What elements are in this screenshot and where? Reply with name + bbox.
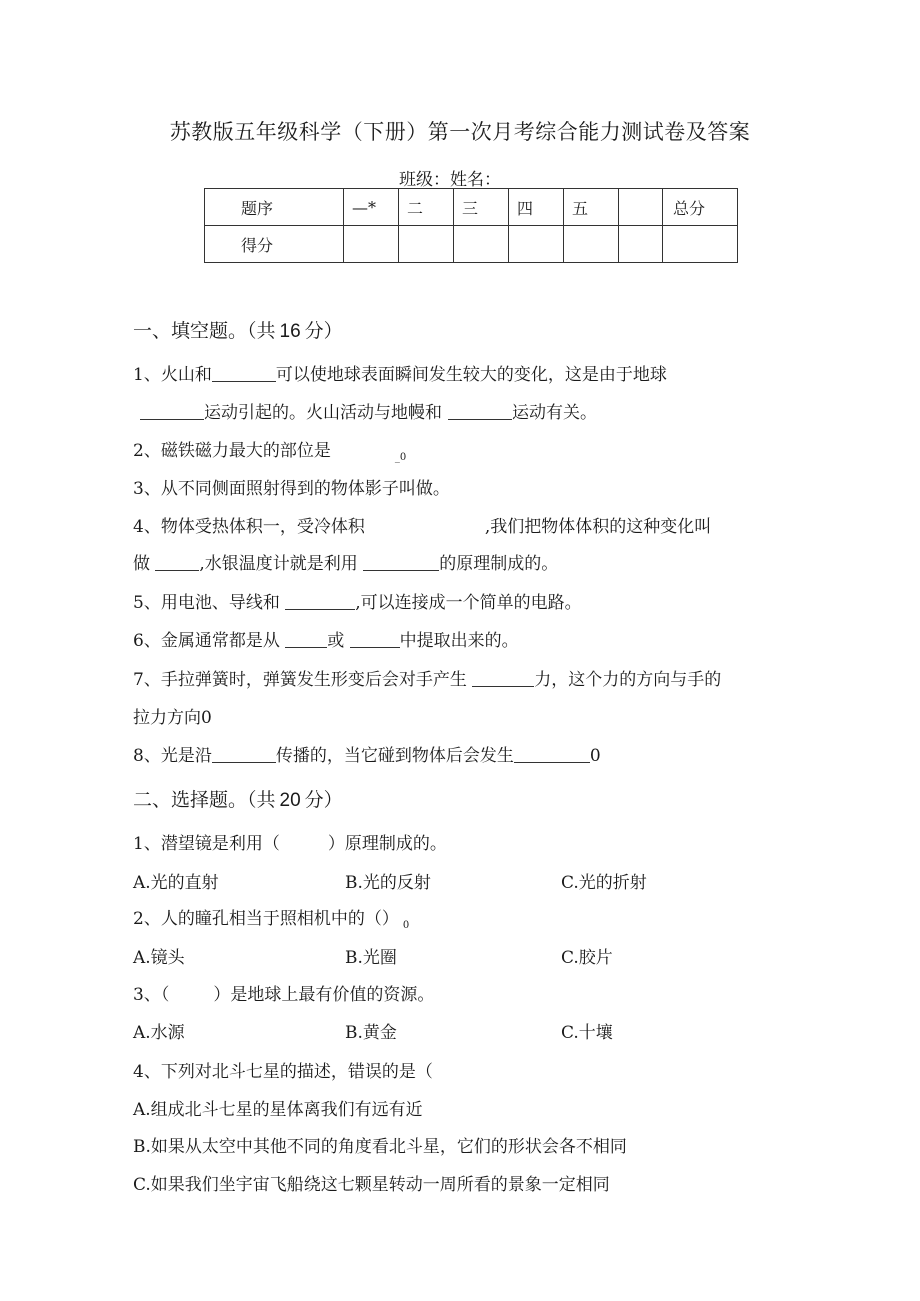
score-cell (663, 226, 738, 263)
score-header-cell: 总分 (663, 189, 738, 226)
score-cell (564, 226, 619, 263)
answer-blank (350, 631, 400, 648)
answer-blank (212, 746, 276, 763)
answer-blank (448, 403, 512, 420)
score-header-cell: 三 (454, 189, 509, 226)
question-line: 7、手拉弹簧时，弹簧发生形变后会对手产生 力，这个力的方向与手的 (133, 670, 722, 690)
question-line: 4、下列对北斗七星的描述，错误的是（ (133, 1062, 433, 1082)
answer-blank (363, 554, 439, 571)
answer-blank (155, 554, 199, 571)
question-line: 3、（ ）是地球上最有价值的资源。 (133, 985, 435, 1005)
question-line: 5、用电池、导线和 ,可以连接成一个简单的电路。 (133, 593, 582, 613)
option-c: C.十壤 (561, 1023, 613, 1043)
question-line: 做 ,水银温度计就是利用 的原理制成的。 (133, 554, 559, 574)
question-line: 6、金属通常都是从 或 中提取出来的。 (133, 631, 519, 651)
score-cell (619, 226, 663, 263)
question-line: 2、人的瞳孔相当于照相机中的（） $_0$ (133, 909, 410, 931)
answer-blank (285, 631, 327, 648)
score-row-label: 得分 (205, 226, 344, 263)
score-header-cell: 二 (399, 189, 454, 226)
score-table-score-row (205, 226, 738, 263)
score-header-cell: 五 (564, 189, 619, 226)
score-header-cell: —* (344, 189, 399, 226)
question-line: 4、物体受热体积一，受冷体积 ,我们把物体体积的这种变化叫 (133, 517, 712, 537)
score-cell (509, 226, 564, 263)
section-heading-choice: 二、选择题。（共 20 分） (133, 789, 343, 811)
option-a: A.镜头 (133, 948, 185, 968)
answer-blank (514, 746, 590, 763)
option-b: B.如果从太空中其他不同的角度看北斗星，它们的形状会各不相同 (133, 1137, 627, 1157)
question-line: 拉力方向0 (133, 708, 212, 728)
option-c: C.光的折射 (561, 873, 647, 893)
score-cell (399, 226, 454, 263)
score-header-cell: 四 (509, 189, 564, 226)
option-b: B.黄金 (345, 1023, 397, 1043)
class-name-line: 班级：姓名： (399, 170, 501, 190)
section-heading-fill-in: 一、填空题。（共 16 分） (133, 320, 343, 342)
page-title: 苏教版五年级科学（下册）第一次月考综合能力测试卷及答案 (169, 120, 751, 144)
score-header-cell (619, 189, 663, 226)
answer-blank (212, 365, 276, 382)
option-b: B.光的反射 (345, 873, 431, 893)
option-a: A.水源 (133, 1023, 185, 1043)
question-line: 8、光是沿 传播的，当它碰到物体后会发生 0 (133, 746, 601, 766)
option-c: C.如果我们坐宇宙飞船绕这七颗星转动一周所看的景象一定相同 (133, 1175, 610, 1195)
option-a: A.光的直射 (133, 873, 219, 893)
answer-blank (140, 403, 204, 420)
option-c: C.胶片 (561, 948, 613, 968)
option-a: A.组成北斗七星的星体离我们有远有近 (133, 1100, 423, 1120)
answer-blank (472, 670, 534, 687)
question-line: 运动引起的。火山活动与地幔和 运动有关。 (140, 398, 597, 423)
question-line: 1、潜望镜是利用（ ）原理制成的。 (133, 834, 447, 854)
score-cell (454, 226, 509, 263)
score-header-cell: 题序 (205, 189, 344, 226)
question-line: 1、火山和 可以使地球表面瞬间发生较大的变化，这是由于地球 (133, 365, 667, 385)
question-line: 3、从不同侧面照射得到的物体影子叫做。 (133, 479, 450, 499)
score-table-header-row (205, 189, 738, 226)
question-line: 2、磁铁磁力最大的部位是 $_{\_0}$ (133, 441, 407, 463)
score-table (204, 188, 738, 263)
option-b: B.光圈 (345, 948, 397, 968)
answer-blank (285, 593, 355, 610)
score-cell (344, 226, 399, 263)
